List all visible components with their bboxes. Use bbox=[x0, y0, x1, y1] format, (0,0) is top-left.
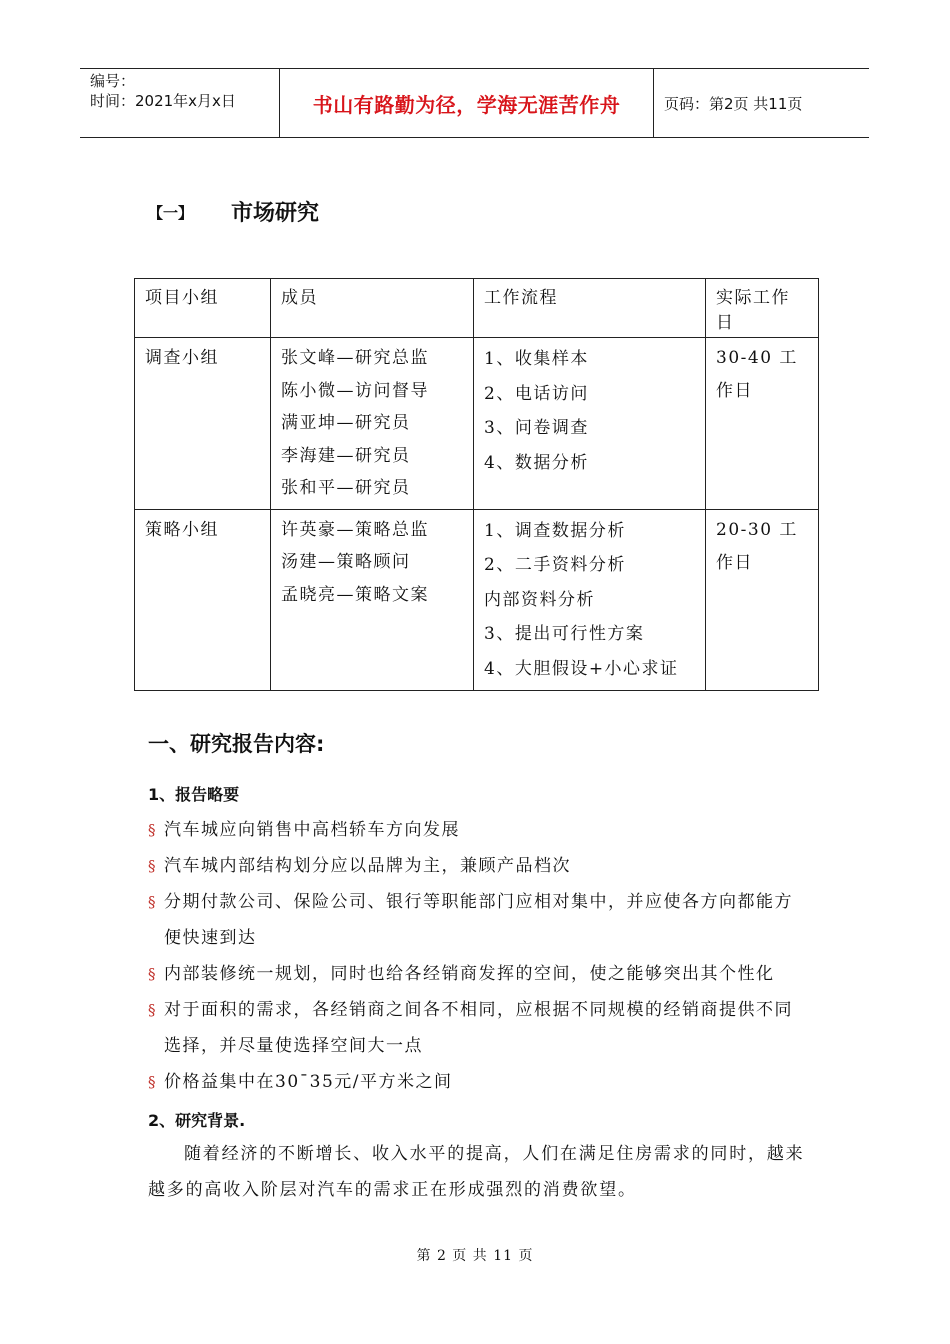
list-item: § 汽车城应向销售中高档轿车方向发展 bbox=[148, 812, 810, 848]
summary-list bbox=[148, 812, 810, 1100]
header-motto: 书山有路勤为径，学海无涯苦作舟 bbox=[312, 92, 621, 117]
member: 汤建—策略顾问 bbox=[281, 552, 411, 572]
header-time: 时间：2021年x月x日 bbox=[90, 92, 236, 110]
section-title bbox=[148, 196, 319, 227]
member: 满亚坤—研究员 bbox=[281, 413, 411, 433]
flow-step: 1、调查数据分析 bbox=[484, 520, 626, 541]
table-header-cell: 实际工作日 bbox=[706, 279, 819, 338]
member: 李海建—研究员 bbox=[281, 445, 411, 466]
section-mark-icon: § bbox=[148, 1001, 157, 1019]
table-header-cell: 成员 bbox=[271, 279, 474, 338]
member: 张文峰—研究总监 bbox=[281, 348, 429, 368]
flow-step: 2、电话访问 bbox=[484, 383, 589, 404]
days-cell: 30-40 工作日 bbox=[706, 338, 819, 510]
flow-step: 1、收集样本 bbox=[484, 349, 589, 369]
page-header bbox=[80, 68, 869, 138]
flow-step: 内部资料分析 bbox=[484, 589, 595, 610]
list-item: § 汽车城内部结构划分应以品牌为主，兼顾产品档次 bbox=[148, 848, 810, 884]
flow-step: 4、数据分析 bbox=[484, 452, 589, 473]
members-cell bbox=[271, 509, 474, 691]
flow-step: 3、提出可行性方案 bbox=[484, 624, 645, 644]
member: 陈小微—访问督导 bbox=[281, 380, 429, 401]
report-subheading-1: 1、报告略要 bbox=[148, 785, 240, 804]
table-header-cell: 项目小组 bbox=[135, 279, 271, 338]
section-title-text: 市场研究 bbox=[231, 201, 320, 226]
section-mark-icon: § bbox=[148, 1073, 157, 1091]
flow-cell bbox=[474, 338, 706, 510]
table-row bbox=[135, 509, 819, 691]
member: 张和平—研究员 bbox=[281, 478, 411, 498]
flow-cell bbox=[474, 509, 706, 691]
member: 孟晓亮—策略文案 bbox=[281, 584, 429, 605]
header-page: 页码：第2页 共11页 bbox=[664, 94, 803, 113]
section-mark-icon: § bbox=[148, 965, 157, 983]
section-bracket: 【一】 bbox=[148, 204, 194, 222]
members-cell bbox=[271, 338, 474, 510]
list-item: § 价格益集中在30¯35元/平方米之间 bbox=[148, 1064, 810, 1100]
flow-step: 4、大胆假设+小心求证 bbox=[484, 658, 679, 679]
member: 许英豪—策略总监 bbox=[281, 519, 429, 540]
section-mark-icon: § bbox=[148, 857, 157, 875]
page-footer: 第 2 页 共 11 页 bbox=[416, 1248, 534, 1264]
header-meta bbox=[80, 69, 280, 137]
table-row bbox=[135, 338, 819, 510]
table-header-row bbox=[135, 279, 819, 338]
team-table bbox=[134, 278, 819, 691]
table-header-cell: 工作流程 bbox=[474, 279, 706, 338]
header-number: 编号： bbox=[90, 72, 136, 90]
flow-step: 2、二手资料分析 bbox=[484, 555, 626, 575]
report-subheading-2: 2、研究背景. bbox=[148, 1111, 246, 1130]
group-cell: 调查小组 bbox=[135, 338, 271, 510]
section-mark-icon: § bbox=[148, 893, 157, 911]
header-motto-cell bbox=[280, 69, 654, 137]
section-mark-icon: § bbox=[148, 821, 157, 839]
days-cell: 20-30 工作日 bbox=[706, 509, 819, 691]
list-item: § 内部装修统一规划，同时也给各经销商发挥的空间，使之能够突出其个性化 bbox=[148, 956, 810, 992]
report-heading: 一、研究报告内容: bbox=[148, 732, 325, 756]
background-paragraph: 随着经济的不断增长、收入水平的提高，人们在满足住房需求的同时，越来越多的高收入阶层对汽车的需求正在形成强烈的消费欲望。 bbox=[148, 1144, 805, 1200]
list-item: § 对于面积的需求，各经销商之间各不相同，应根据不同规模的经销商提供不同选择，并尽量使选择空间大一点 bbox=[148, 992, 810, 1064]
group-cell: 策略小组 bbox=[135, 509, 271, 691]
flow-step: 3、问卷调查 bbox=[484, 418, 589, 438]
list-item: § 分期付款公司、保险公司、银行等职能部门应相对集中，并应使各方向都能方便快速到达 bbox=[148, 884, 810, 956]
